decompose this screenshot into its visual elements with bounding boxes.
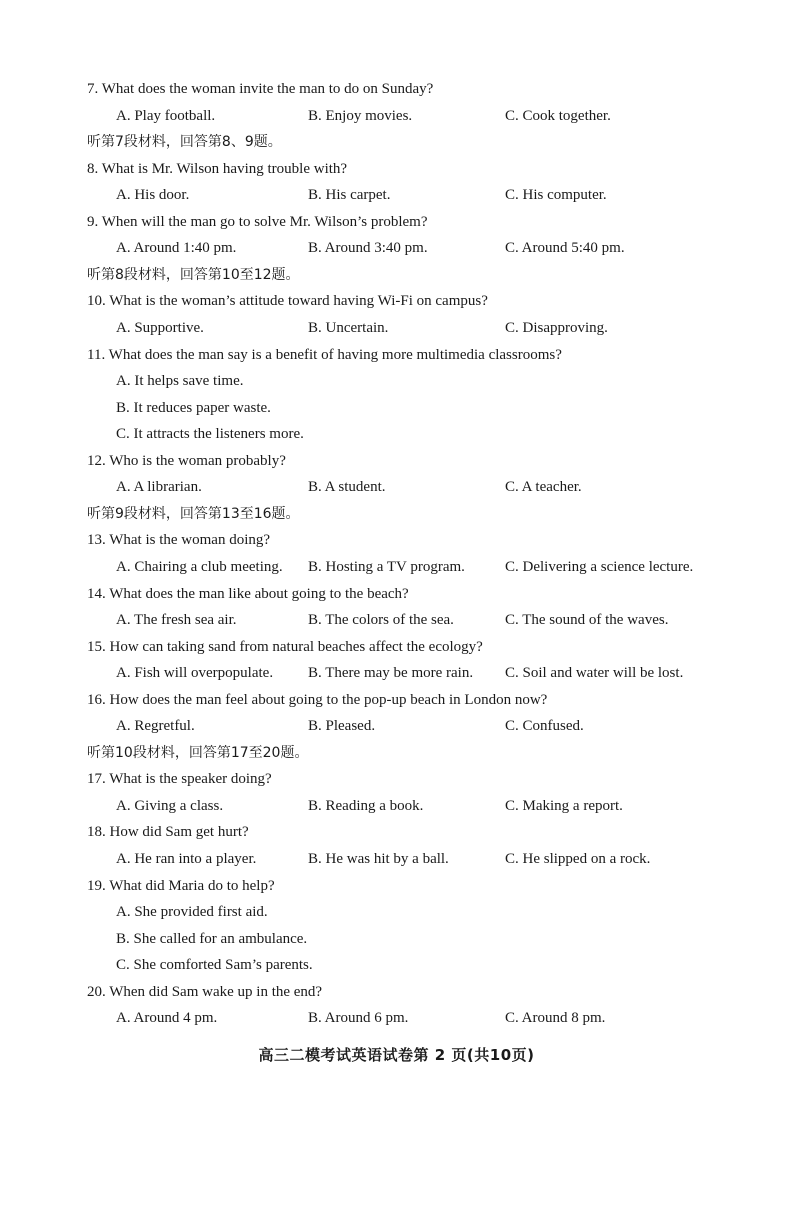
question-line xyxy=(0,80,793,107)
question-text: 9. When will the man go to solve Mr. Wilson’s problem? xyxy=(87,213,428,230)
question-text: 18. How did Sam get hurt? xyxy=(87,824,249,841)
section-instruction-text: 听第10段材料，回答第17至20题。 xyxy=(87,744,309,761)
options-row xyxy=(0,797,793,824)
options-row xyxy=(0,558,793,585)
options-row xyxy=(0,107,793,134)
section-instruction-text: 听第7段材料，回答第8、9题。 xyxy=(87,134,282,151)
option-b: B. A student. xyxy=(308,479,386,496)
option-c: C. A teacher. xyxy=(505,479,582,496)
question-text: 13. What is the woman doing? xyxy=(87,532,271,549)
option-line xyxy=(0,372,793,399)
question-text: 19. What did Maria do to help? xyxy=(87,877,275,894)
option-a: A. Supportive. xyxy=(116,320,204,336)
option-b: B. He was hit by a ball. xyxy=(308,851,449,867)
options-row xyxy=(0,478,793,505)
question-line xyxy=(0,983,793,1010)
option-c: C. Disapproving. xyxy=(505,320,608,336)
option-b: B. Enjoy movies. xyxy=(308,107,413,124)
page-footer: 高三二模考试英语试卷第 2 页(共10页) xyxy=(258,1046,535,1064)
option-text: B. She called for an ambulance. xyxy=(116,930,308,947)
options-row xyxy=(0,239,793,266)
option-a: A. Fish will overpopulate. xyxy=(116,665,274,682)
question-text: 11. What does the man say is a benefit of having more multimedia classrooms? xyxy=(87,346,562,363)
option-line xyxy=(0,956,793,983)
options-row xyxy=(0,717,793,744)
section-instruction xyxy=(0,744,793,771)
option-c: C. The sound of the waves. xyxy=(505,612,669,628)
option-c: C. Cook together. xyxy=(505,107,611,124)
option-b: B. The colors of the sea. xyxy=(308,612,454,628)
question-line xyxy=(0,638,793,665)
option-a: A. A librarian. xyxy=(116,479,202,496)
section-instruction-text: 听第9段材料，回答第13至16题。 xyxy=(87,505,300,522)
option-text: B. It reduces paper waste. xyxy=(116,399,271,416)
question-line xyxy=(0,452,793,479)
option-c: C. Delivering a science lecture. xyxy=(505,558,694,575)
options-row xyxy=(0,319,793,346)
option-b: B. Reading a book. xyxy=(308,797,424,814)
question-text: 20. When did Sam wake up in the end? xyxy=(87,983,323,1000)
option-c: C. Making a report. xyxy=(505,797,623,814)
option-a: A. Play football. xyxy=(116,107,216,124)
question-line xyxy=(0,346,793,373)
question-text: 10. What is the woman’s attitude toward having Wi-Fi on campus? xyxy=(87,293,488,310)
option-a: A. Around 1:40 pm. xyxy=(116,240,237,257)
question-line xyxy=(0,823,793,850)
question-text: 17. What is the speaker doing? xyxy=(87,771,272,788)
option-text: C. It attracts the listeners more. xyxy=(116,426,304,443)
option-c: C. Around 5:40 pm. xyxy=(505,240,625,257)
option-line xyxy=(0,399,793,426)
question-text: 12. Who is the woman probably? xyxy=(87,452,286,469)
option-text: A. She provided first aid. xyxy=(116,904,268,921)
option-b: B. Uncertain. xyxy=(308,320,389,336)
option-a: A. His door. xyxy=(116,187,190,204)
option-c: C. His computer. xyxy=(505,187,607,204)
question-text: 7. What does the woman invite the man to do on Sunday? xyxy=(87,81,434,97)
option-b: B. His carpet. xyxy=(308,187,391,204)
options-row xyxy=(0,1009,793,1036)
option-c: C. Confused. xyxy=(505,718,584,735)
option-b: B. Around 6 pm. xyxy=(308,1010,409,1027)
section-instruction-text: 听第8段材料，回答第10至12题。 xyxy=(87,266,300,283)
option-a: A. Chairing a club meeting. xyxy=(116,558,283,575)
question-line xyxy=(0,160,793,187)
section-instruction xyxy=(0,505,793,532)
question-line xyxy=(0,531,793,558)
question-text: 14. What does the man like about going to the beach? xyxy=(87,585,409,602)
option-text: A. It helps save time. xyxy=(116,373,244,390)
question-line xyxy=(0,585,793,612)
question-line xyxy=(0,691,793,718)
option-a: A. The fresh sea air. xyxy=(116,612,237,628)
option-line xyxy=(0,903,793,930)
question-text: 15. How can taking sand from natural beaches affect the ecology? xyxy=(87,638,483,655)
question-line xyxy=(0,770,793,797)
question-text: 8. What is Mr. Wilson having trouble with? xyxy=(87,160,348,177)
option-c: C. Around 8 pm. xyxy=(505,1010,606,1027)
options-row xyxy=(0,186,793,213)
section-instruction xyxy=(0,133,793,160)
option-a: A. Giving a class. xyxy=(116,797,224,814)
options-row xyxy=(0,850,793,877)
option-a: A. Regretful. xyxy=(116,718,195,735)
section-instruction xyxy=(0,266,793,293)
option-b: B. There may be more rain. xyxy=(308,665,474,682)
options-row xyxy=(0,611,793,638)
option-c: C. He slipped on a rock. xyxy=(505,851,651,867)
question-line xyxy=(0,292,793,319)
question-line xyxy=(0,213,793,240)
option-b: B. Around 3:40 pm. xyxy=(308,240,428,257)
option-b: B. Pleased. xyxy=(308,718,376,735)
options-row xyxy=(0,664,793,691)
option-c: C. Soil and water will be lost. xyxy=(505,665,684,682)
option-a: A. Around 4 pm. xyxy=(116,1010,218,1027)
question-line xyxy=(0,877,793,904)
option-text: C. She comforted Sam’s parents. xyxy=(116,957,313,974)
option-b: B. Hosting a TV program. xyxy=(308,558,465,575)
option-line xyxy=(0,425,793,452)
question-text: 16. How does the man feel about going to the pop-up beach in London now? xyxy=(87,691,548,708)
option-line xyxy=(0,930,793,957)
option-a: A. He ran into a player. xyxy=(116,851,257,867)
